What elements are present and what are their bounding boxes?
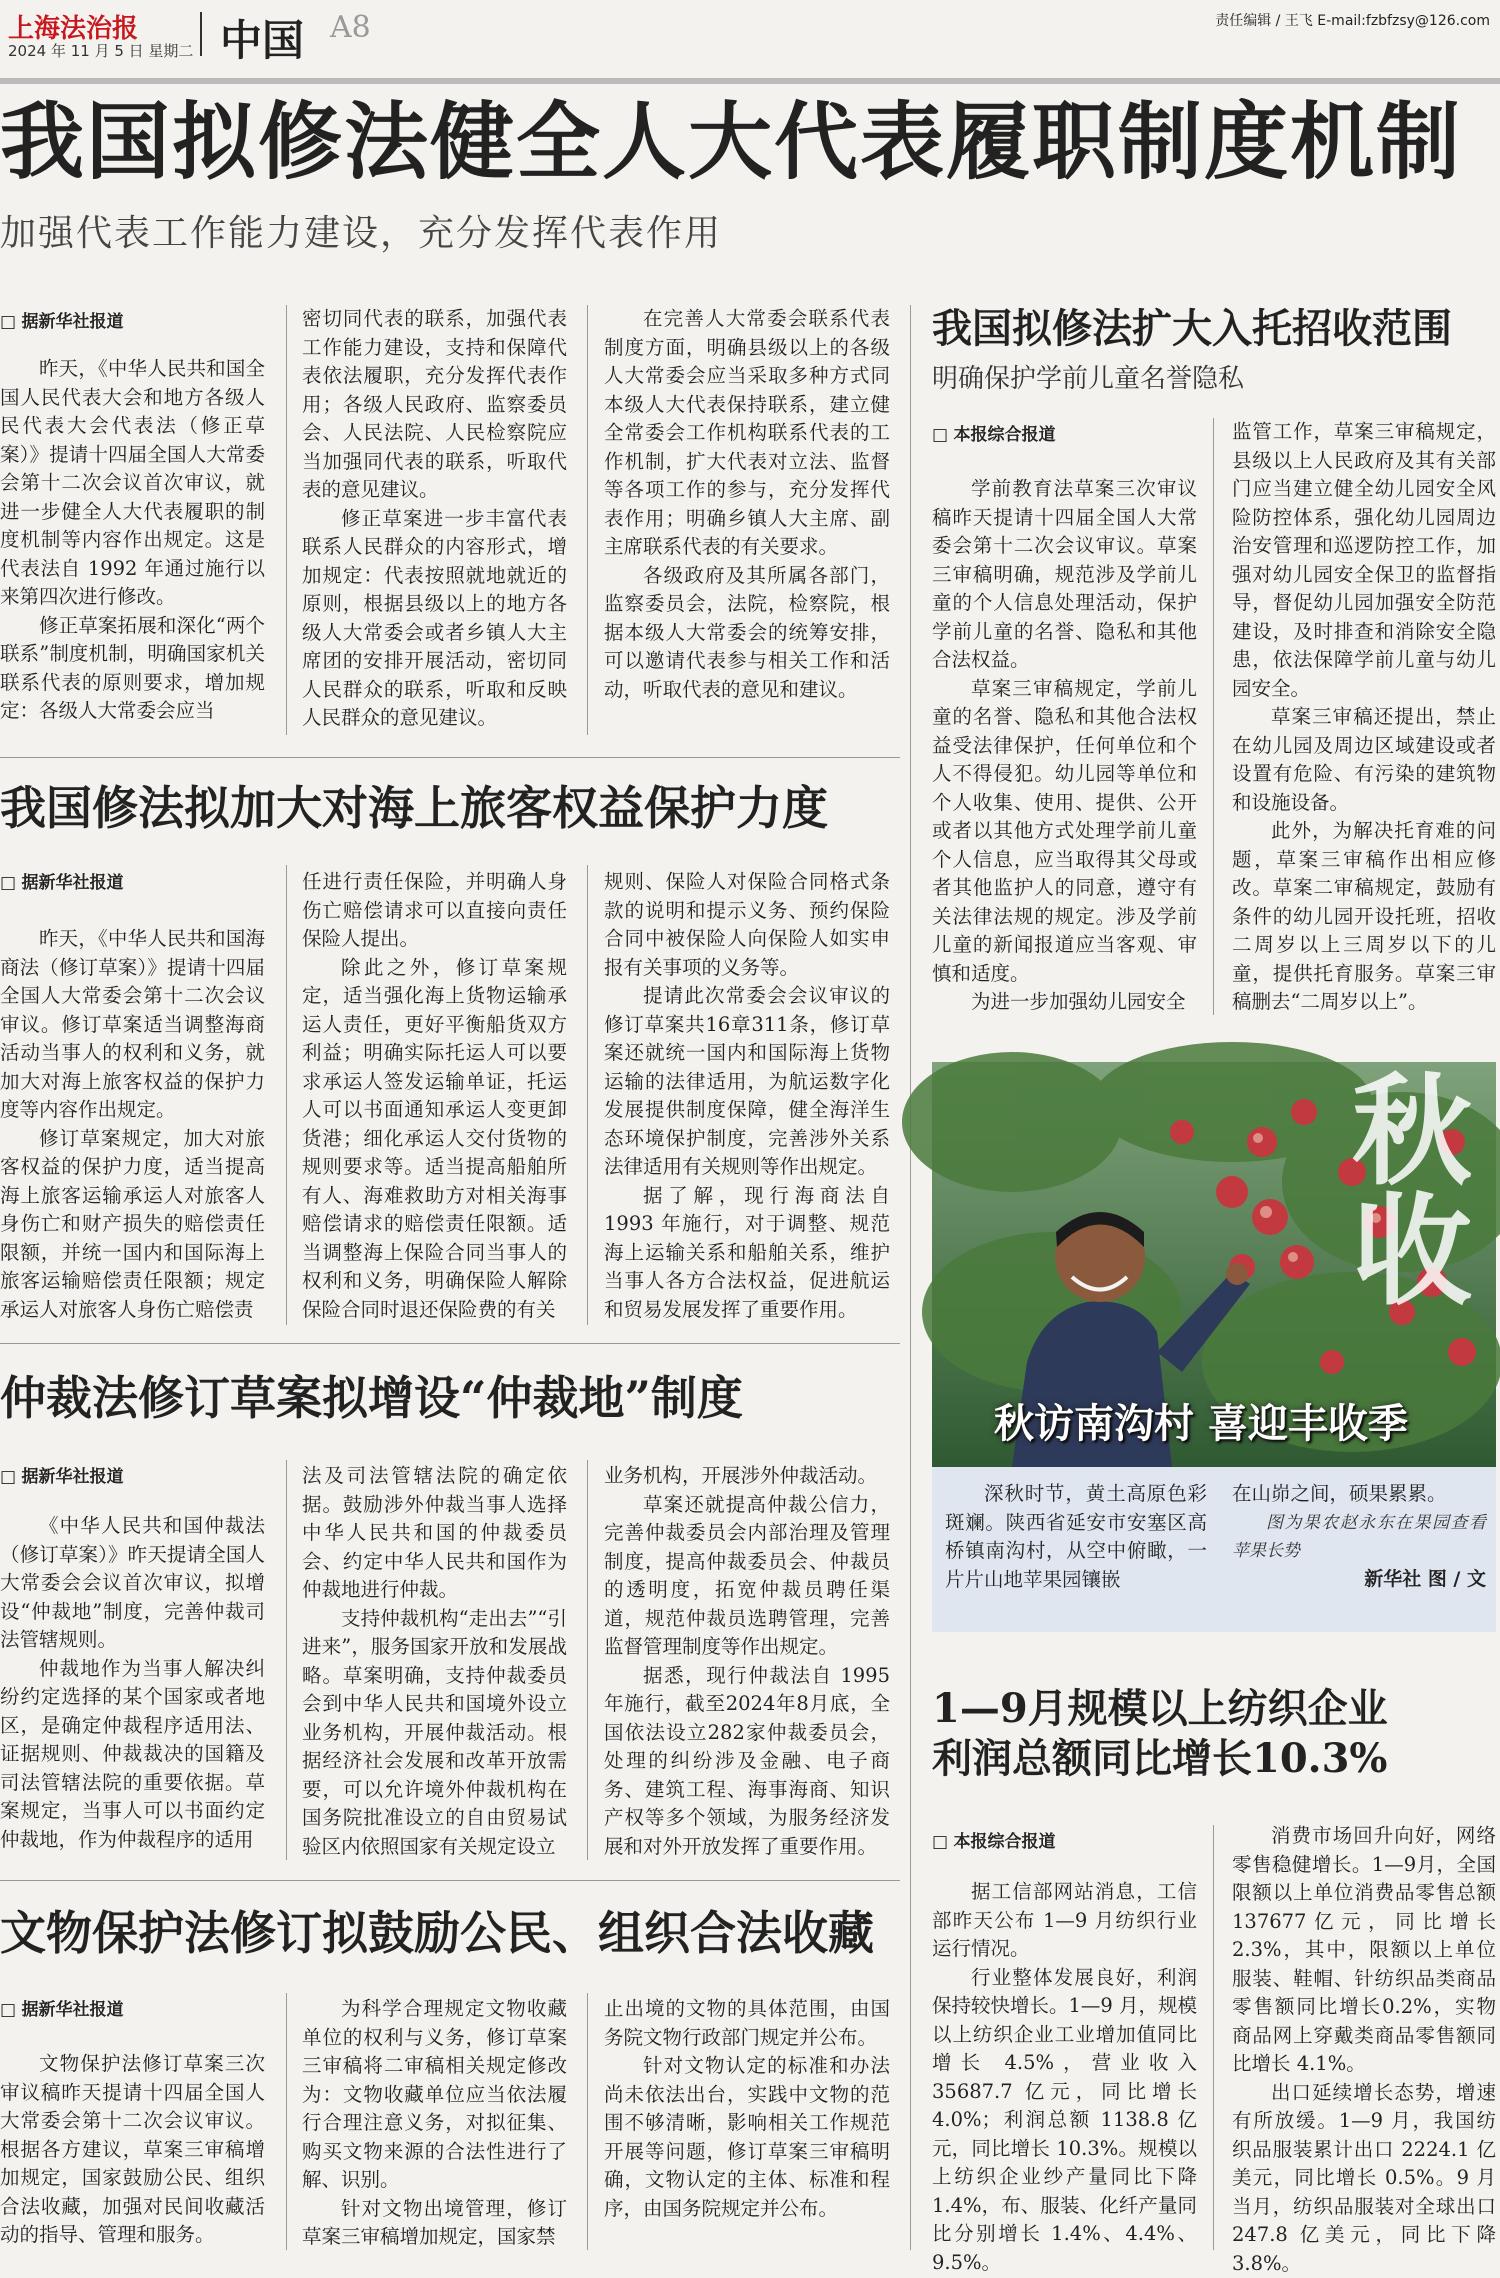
editor-info: 责任编辑 / 王飞 E-mail:fzbfzsy@126.com <box>1215 10 1490 30</box>
paragraph: 据工信部网站消息，工信部昨天公布 1—9 月纺织行业运行情况。 <box>932 1878 1197 1964</box>
paragraph: 文物保护法修订草案三次审议稿昨天提请十四届全国人大常委会第十二次会议审议。根据各方建议，草案三审稿增加规定，国家鼓励公民、组织合法收藏，加强对民间收藏活动的指导、管理和服务。 <box>0 2050 265 2250</box>
nursery-column-2 <box>1232 418 1496 1015</box>
paragraph: 仲裁地作为当事人解决纠纷约定选择的某个国家或者地区，是确定仲裁程序适用法、证据规则、仲裁裁决的国籍及司法管辖法院的重要依据。草案规定，当事人可以书面约定仲裁地，作为仲裁程序的适用 <box>0 1655 265 1855</box>
column-rule <box>286 305 287 735</box>
caption-text: 深秋时节，黄土高原色彩斑斓。陕西省延安市安塞区高桥镇南沟村，从空中俯瞰，一片片山地苹果园镶嵌 <box>945 1480 1207 1594</box>
textile-headline-line2: 利润总额同比增长10.3% <box>932 1735 1387 1783</box>
paragraph: 草案三审稿规定，学前儿童的名誉、隐私和其他合法权益受法律保护，任何单位和个人不得侵犯。幼儿园等单位和个人收集、使用、提供、公开或者以其他方式处理学前儿童个人信息，应当取得其父母或者其他监护人的同意，遵守有关法律法规的规定。涉及学前儿童的新闻报道应当客观、审慎和适度。 <box>932 675 1197 989</box>
newspaper-logo: 上海法治报 <box>8 8 138 45</box>
textile-column-1 <box>932 1878 1197 2250</box>
photo-stamp: 秋收 <box>1352 1072 1496 1312</box>
paragraph: 草案还就提高仲裁公信力，完善仲裁委员会内部治理及管理制度，提高仲裁委员会、仲裁员的透明度，拓宽仲裁员聘任渠道，规范仲裁员选聘管理，完善监督管理制度等作出规定。 <box>604 1491 890 1662</box>
paragraph: 密切同代表的联系，加强代表工作能力建设，支持和保障代表依法履职，充分发挥代表作用；各级人民政府、监察委员会、人民法院、人民检察院应当加强同代表的联系，听取代表的意见建议。 <box>302 305 567 505</box>
arbitration-headline: 仲裁法修订草案拟增设“仲裁地”制度 <box>0 1372 743 1425</box>
photo-caption-col1 <box>945 1480 1207 1594</box>
column-rule <box>286 1993 287 2250</box>
paragraph: 各级政府及其所属各部门，监察委员会，法院，检察院，根据本级人大常委会的统筹安排，可以邀请代表参与相关工作和活动，听取代表的意见和建议。 <box>604 562 890 705</box>
relics-byline: □ 据新华社报道 <box>0 1995 123 2020</box>
column-rule <box>587 865 588 1325</box>
paragraph: 行业整体发展良好，利润保持较快增长。1—9 月，规模以上纺织企业工业增加值同比增长 4.5%，营业收入 35687.7 亿元，同比增长 4.0%；利润总额 1138.8 亿元，同比增长 10.3%。规模以上纺织企业纱产量同比下降 1.4%，布、服装、化纤产量同比分别增长 1.4%、4.4%、9.5%。 <box>932 1964 1197 2278</box>
sea-byline: □ 据新华社报道 <box>0 868 123 893</box>
lead-byline: □ 据新华社报道 <box>0 307 123 332</box>
column-rule <box>1213 418 1214 1015</box>
relics-column-3 <box>604 1995 890 2250</box>
paragraph: 消费市场回升向好，网络零售稳健增长。1—9月，全国限额以上单位消费品零售总额137677亿元，同比增长2.3%，其中，限额以上单位服装、鞋帽、针纺织品类商品零售额同比增长0.2%，实物商品网上穿戴类商品零售额同比增长 4.1%。 <box>1232 1822 1496 2079</box>
sea-column-1 <box>0 925 265 1325</box>
paragraph: 业务机构，开展涉外仲裁活动。 <box>604 1462 890 1491</box>
paragraph: 止出境的文物的具体范围，由国务院文物行政部门规定并公布。 <box>604 1995 890 2052</box>
sea-column-3 <box>604 868 890 1323</box>
paragraph: 针对文物认定的标准和办法尚未依法出台，实践中文物的范围不够清晰，影响相关工作规范开展等问题，修订草案三审稿明确，文物认定的主体、标准和程序，由国务院规定并公布。 <box>604 2052 890 2223</box>
paragraph: 监管工作，草案三审稿规定，县级以上人民政府及其有关部门应当建立健全幼儿园安全风险防控体系，强化幼儿园周边治安管理和巡逻防控工作，加强对幼儿园安全保卫的监督指导，督促幼儿园加强安全防范建设，及时排查和消除安全隐患，依法保障学前儿童与幼儿园安全。 <box>1232 418 1496 703</box>
caption-text: 在山峁之间，硕果累累。 <box>1232 1480 1486 1509</box>
paragraph: 据了解，现行海商法自 1993 年施行，对于调整、规范海上运输关系和船舶关系，维护当事人各方合法权益，促进航运和贸易发展发挥了重要作用。 <box>604 1182 890 1325</box>
lead-column-3 <box>604 305 890 735</box>
arbitration-byline: □ 据新华社报道 <box>0 1462 123 1487</box>
relics-column-1 <box>0 2050 265 2250</box>
arbitration-column-2 <box>302 1462 567 1857</box>
column-rule <box>286 1460 287 1860</box>
issue-date: 2024 年 11 月 5 日 星期二 <box>8 40 193 61</box>
story-separator <box>0 757 900 758</box>
lead-subhead: 加强代表工作能力建设，充分发挥代表作用 <box>0 205 722 256</box>
nursery-headline: 我国拟修法扩大入托招收范围 <box>932 305 1452 353</box>
paragraph: 规则、保险人对保险合同格式条款的说明和提示义务、预约保险合同中被保险人向保险人如实申报有关事项的义务等。 <box>604 868 890 982</box>
paragraph: 昨天，《中华人民共和国全国人民代表大会和地方各级人民代表大会代表法（修正草案）》提请十四届全国人大常委会第十二次会议首次审议，就进一步健全人大代表履职的制度机制等内容作出规定。这是代表法自 1992 年通过施行以来第四次进行修改。 <box>0 355 265 612</box>
nursery-byline: □ 本报综合报道 <box>932 420 1055 445</box>
paragraph: 在完善人大常委会联系代表制度方面，明确县级以上的各级人大常委会应当采取多种方式同本级人大代表保持联系，建立健全常委会工作机构联系代表的工作机制，扩大代表对立法、监督等各项工作的参与，充分发挥代表作用；明确乡镇人大主席、副主席联系代表的有关要求。 <box>604 305 890 562</box>
textile-byline: □ 本报综合报道 <box>932 1827 1055 1852</box>
column-rule <box>286 865 287 1325</box>
paragraph: 修订草案规定，加大对旅客权益的保护力度，适当提高海上旅客运输承运人对旅客人身伤亡和财产损失的赔偿责任限额，并统一国内和国际海上旅客运输赔偿责任限额；规定承运人对旅客人身伤亡赔偿责 <box>0 1125 265 1325</box>
arbitration-column-1 <box>0 1512 265 1857</box>
paragraph: 学前教育法草案三次审议稿昨天提请十四届全国人大常委会第十二次会议审议。草案三审稿明确，规范涉及学前儿童的个人信息处理活动，保护学前儿童的名誉、隐私和其他合法权益。 <box>932 475 1197 675</box>
lead-headline: 我国拟修法健全人大代表履职制度机制 <box>0 96 1500 188</box>
paragraph: 为进一步加强幼儿园安全 <box>932 988 1197 1017</box>
paragraph: 为科学合理规定文物收藏单位的权利与义务，修订草案三审稿将二审稿相关规定修改为：文物收藏单位应当依法履行合理注意义务，对拟征集、购买文物来源的合法性进行了解、识别。 <box>302 1995 567 2195</box>
column-rule <box>587 1460 588 1860</box>
paragraph: 任进行责任保险，并明确人身伤亡赔偿请求可以直接向责任保险人提出。 <box>302 868 567 954</box>
column-rule <box>587 305 588 735</box>
nursery-subhead: 明确保护学前儿童名誉隐私 <box>932 358 1244 395</box>
textile-column-2 <box>1232 1822 1496 2250</box>
paragraph: 出口延续增长态势，增速有所放缓。1—9 月，我国纺织品服装累计出口 2224.1 亿美元，同比增长 0.5%。9 月当月，纺织品服装对全球出口 247.8 亿美元，同比下降 3.8%。 <box>1232 2079 1496 2278</box>
paragraph: 《中华人民共和国仲裁法（修订草案）》昨天提请全国人大常委会会议首次审议，拟增设“仲裁地”制度，完善仲裁司法管辖规则。 <box>0 1512 265 1655</box>
lead-column-1 <box>0 355 265 735</box>
story-separator <box>0 1343 900 1344</box>
sea-headline: 我国修法拟加大对海上旅客权益保护力度 <box>0 782 828 835</box>
paragraph: 昨天，《中华人民共和国海商法（修订草案）》提请十四届全国人大常委会第十二次会议审议。修订草案适当调整海商活动当事人的权利和义务，就加大对海上旅客权益的保护力度等内容作出规定。 <box>0 925 265 1125</box>
section-name: 中国 <box>220 8 304 68</box>
textile-headline-line1: 1—9月规模以上纺织企业 <box>932 1685 1388 1733</box>
page-number: A8 <box>330 10 371 45</box>
paragraph: 支持仲裁机构“走出去”“引进来”，服务国家开放和发展战略。草案明确，支持仲裁委员会到中华人民共和国境外设立业务机构，开展仲裁活动。根据经济社会发展和改革开放需要，可以允许境外仲裁机构在国务院批准设立的自由贸易试验区内依照国家有关规定设立 <box>302 1605 567 1862</box>
masthead-divider <box>200 12 202 56</box>
photo-credit-note: 图为果农赵永东在果园查看苹果长势 <box>1232 1509 1486 1565</box>
paragraph: 修正草案拓展和深化“两个联系”制度机制，明确国家机关联系代表的原则要求，增加规定：各级人大常委会应当 <box>0 612 265 726</box>
arbitration-column-3 <box>604 1462 890 1857</box>
paragraph: 此外，为解决托育难的问题，草案三审稿作出相应修改。草案二审稿规定，鼓励有条件的幼儿园开设托班，招收二周岁以上三周岁以下的儿童，提供托育服务。草案三审稿删去“二周岁以上”。 <box>1232 817 1496 1017</box>
page-column-rule <box>910 305 911 2250</box>
relics-headline: 文物保护法修订拟鼓励公民、组织合法收藏 <box>0 1907 874 1960</box>
sea-column-2 <box>302 868 567 1323</box>
paragraph: 据悉，现行仲裁法自 1995 年施行，截至2024年8月底，全国依法设立282家仲裁委员会，处理的纠纷涉及金融、电子商务、建筑工程、海事海商、知识产权等多个领域，为服务经济发展和对外开放发挥了重要作用。 <box>604 1662 890 1862</box>
photo-caption-col2 <box>1232 1480 1486 1593</box>
masthead-rule <box>0 78 1500 84</box>
paragraph: 法及司法管辖法院的确定依据。鼓励涉外仲裁当事人选择中华人民共和国的仲裁委员会、约定中华人民共和国作为仲裁地进行仲裁。 <box>302 1462 567 1605</box>
paragraph: 修正草案进一步丰富代表联系人民群众的内容形式，增加规定：代表按照就地就近的原则，根据县级以上的地方各级人大常委会或者乡镇人大主席团的安排开展活动，密切同人民群众的联系，听取和反映人民群众的意见建议。 <box>302 505 567 733</box>
photo-title: 秋访南沟村 喜迎丰收季 <box>994 1392 1408 1449</box>
column-rule <box>1213 1825 1214 2250</box>
paragraph: 提请此次常委会会议审议的修订草案共16章311条，修订草案还就统一国内和国际海上货物运输的法律适用，为航运数字化发展提供制度保障，健全海洋生态环境保护制度，完善涉外关系法律适用有关规则等作出规定。 <box>604 982 890 1182</box>
nursery-column-1 <box>932 475 1197 1015</box>
story-separator <box>0 1880 900 1881</box>
paragraph: 针对文物出境管理，修订草案三审稿增加规定，国家禁 <box>302 2195 567 2252</box>
paragraph: 除此之外，修订草案规定，适当强化海上货物运输承运人责任，更好平衡船货双方利益；明确实际托运人可以要求承运人签发运输单证，托运人可以书面通知承运人变更卸货港；细化承运人交付货物的规则要求等。适当提高船舶所有人、海难救助方对相关海事赔偿请求的赔偿责任限额。适当调整海上保险合同当事人的权利和义务，明确保险人解除保险合同时退还保险费的有关 <box>302 954 567 1325</box>
relics-column-2 <box>302 1995 567 2250</box>
column-rule <box>587 1993 588 2250</box>
orchard-photo <box>932 1062 1496 1467</box>
paragraph: 草案三审稿还提出，禁止在幼儿园及周边区域建设或者设置有危险、有污染的建筑物和设施设备。 <box>1232 703 1496 817</box>
lead-column-2 <box>302 305 567 735</box>
photo-credit: 新华社 图 / 文 <box>1232 1565 1486 1594</box>
